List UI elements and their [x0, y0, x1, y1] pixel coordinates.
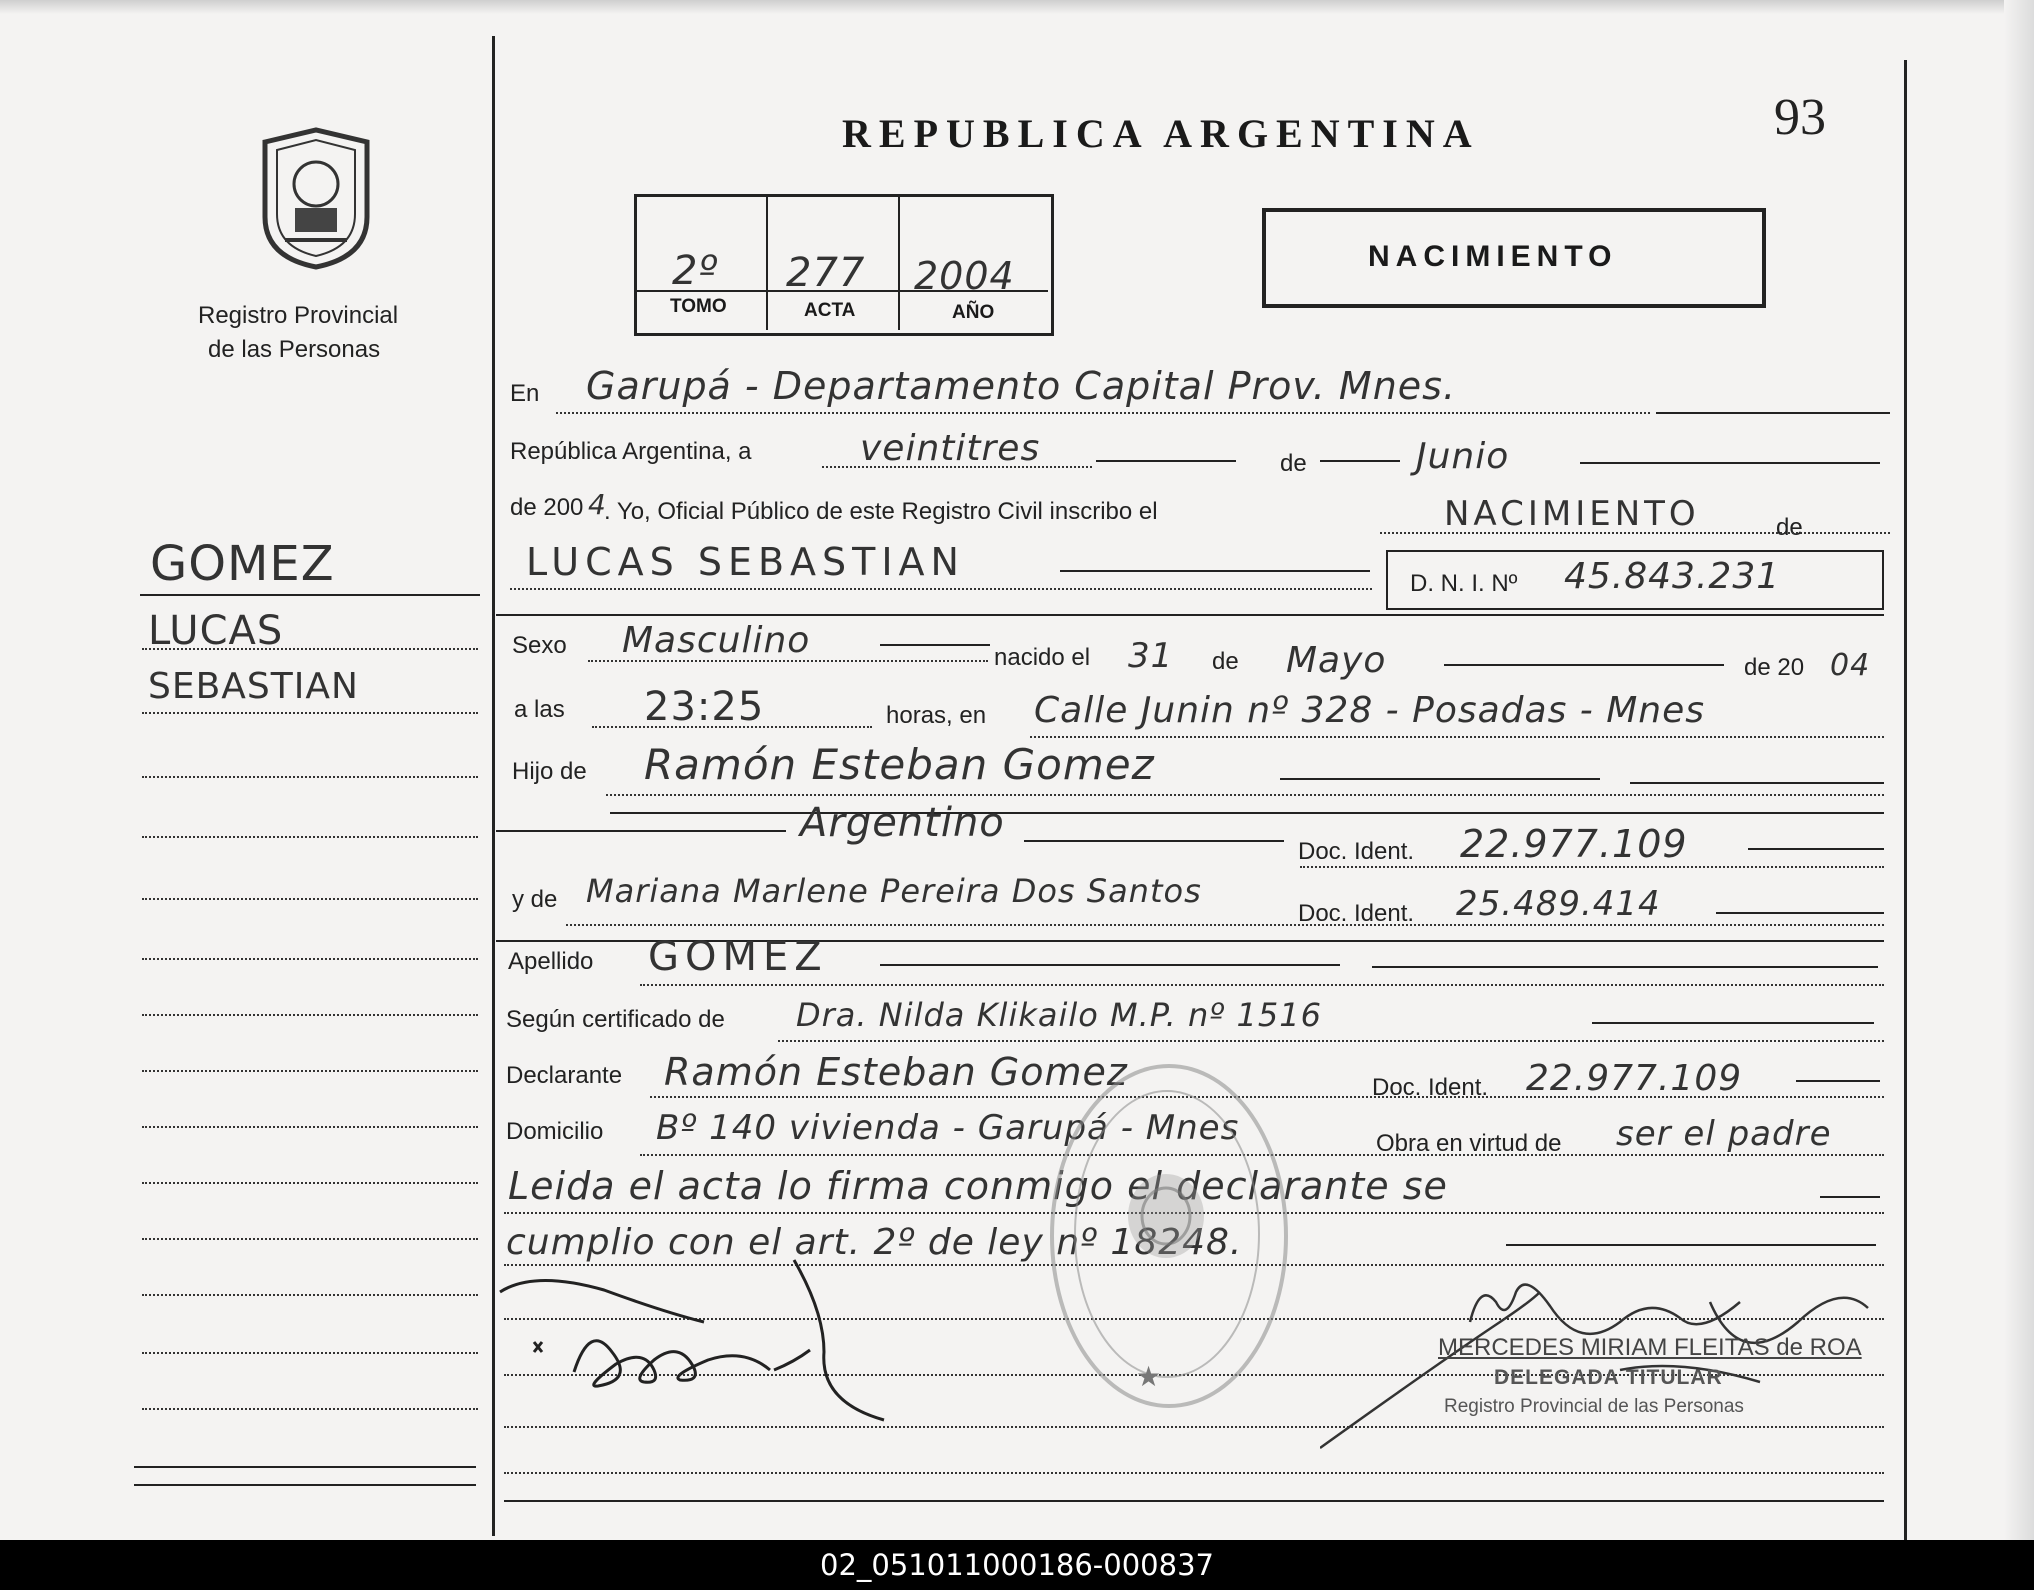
tomo-label: TOMO [670, 296, 727, 317]
padre-value: Ramón Esteban Gomez [644, 740, 1155, 789]
record-type: NACIMIENTO [1368, 240, 1618, 273]
ano-label: AÑO [952, 302, 995, 323]
margin-given2: SEBASTIAN [148, 666, 359, 707]
certificado-line [778, 1040, 1884, 1042]
padre-line [606, 794, 1884, 796]
en-dash [1656, 412, 1890, 414]
margin-line [142, 1126, 478, 1128]
nombre-line [510, 588, 1372, 590]
margin-line [142, 898, 478, 900]
nota-dash-2 [1506, 1244, 1876, 1246]
madre-line [566, 924, 1884, 926]
padre-nac: Argentino [800, 800, 1005, 846]
hijo-label: Hijo de [512, 758, 587, 785]
official-org: Registro Provincial de las Personas [1444, 1396, 1744, 1417]
margin-line [142, 1182, 478, 1184]
domicilio-value: Bº 140 vivienda - Garupá - Mnes [656, 1108, 1240, 1148]
section-rule [496, 614, 1884, 616]
certificado-label: Según certificado de [506, 1006, 725, 1033]
mes-value: Junio [1416, 436, 1510, 477]
tomo-value: 2º [672, 248, 719, 294]
nombre-dash [1060, 570, 1370, 572]
doc-ident-label-2: Doc. Ident. [1298, 900, 1415, 927]
nacido-label: nacido el [994, 644, 1091, 671]
margin-line [142, 958, 478, 960]
republica-label: República Argentina, a [510, 438, 752, 465]
nota-dash-1 [1820, 1196, 1880, 1198]
margin-line [142, 1352, 478, 1354]
declarante-doc-dash [1796, 1080, 1880, 1082]
nacido-dia: 31 [1128, 636, 1174, 676]
madre-doc: 25.489.414 [1456, 884, 1661, 924]
padre-dash [1280, 778, 1600, 780]
record-divider-2 [898, 196, 900, 330]
horas-en-label: horas, en [886, 702, 987, 729]
lugar-line [1030, 736, 1884, 738]
margin-line [142, 1014, 478, 1016]
dni-value: 45.843.231 [1564, 556, 1781, 597]
declarante-value: Ramón Esteban Gomez [664, 1050, 1128, 1094]
acta-label: ACTA [804, 300, 856, 321]
margin-bottom-rule-2 [134, 1484, 476, 1486]
madre-value: Mariana Marlene Pereira Dos Santos [586, 872, 1202, 910]
margin-line [142, 648, 478, 650]
de-label: de [1280, 450, 1307, 477]
page-top-shadow [0, 0, 2034, 14]
margin-bottom-rule [134, 1466, 476, 1468]
padre-doc-line [1300, 866, 1884, 868]
inscribo-value: NACIMIENTO [1444, 494, 1700, 534]
misiones-seal-icon [245, 122, 387, 272]
nombre-value: LUCAS SEBASTIAN [526, 540, 965, 584]
document-title: REPUBLICA ARGENTINA [842, 111, 1480, 156]
oficial-text: . Yo, Oficial Público de este Registro Civil inscribo el [604, 498, 1158, 525]
certificado-dash [1592, 1022, 1874, 1024]
anio-prefix: de 200 [510, 494, 584, 521]
sexo-label: Sexo [512, 632, 567, 659]
margin-surname-rule [140, 594, 480, 596]
sexo-value: Masculino [622, 620, 811, 661]
scan-footer-id: 02_051011000186-000837 [0, 1540, 2034, 1590]
domicilio-label: Domicilio [506, 1118, 604, 1145]
obra-value: ser el padre [1616, 1114, 1832, 1154]
hora-value: 23:25 [644, 684, 765, 730]
apellido-dash [880, 964, 1340, 966]
hora-line [592, 726, 872, 728]
dia-line [822, 466, 1092, 468]
official-name: MERCEDES MIRIAM FLEITAS de ROA [1438, 1334, 1862, 1361]
nac-dash-right [1024, 840, 1284, 842]
margin-line [142, 1238, 478, 1240]
apellido-line [640, 984, 1884, 986]
en-value: Garupá - Departamento Capital Prov. Mnes. [586, 364, 1457, 408]
registry-line2: de las Personas [208, 336, 381, 363]
nota-line-1: Leida el acta lo firma conmigo el declarante se [508, 1164, 1448, 1208]
sexo-line [588, 660, 988, 662]
margin-line [142, 836, 478, 838]
yde-label: y de [512, 886, 558, 913]
nacido-anio-prefix: de 20 [1744, 654, 1805, 681]
declarant-signature [494, 1252, 904, 1422]
declarante-doc: 22.977.109 [1526, 1058, 1743, 1099]
blank-line [504, 1472, 1884, 1474]
right-border-rule [1904, 60, 1907, 1540]
nacido-anio-suffix: 04 [1830, 648, 1871, 683]
doc-ident-label-1: Doc. Ident. [1298, 838, 1415, 865]
margin-line [142, 776, 478, 778]
page-number: 93 [1774, 89, 1826, 146]
padre-doc: 22.977.109 [1460, 822, 1688, 866]
padre-dash-2 [1630, 782, 1884, 784]
margin-line [142, 1070, 478, 1072]
certificado-value: Dra. Nilda Klikailo M.P. nº 1516 [796, 996, 1322, 1034]
margin-given1: LUCAS [148, 608, 284, 654]
de-label-2: de [1776, 514, 1803, 541]
record-divider-1 [766, 196, 768, 330]
en-line [556, 412, 1650, 414]
apellido-value: GOMEZ [648, 934, 828, 980]
sexo-dash [880, 644, 990, 646]
bottom-rule [504, 1500, 1884, 1502]
apellido-label: Apellido [508, 948, 594, 975]
nota-line-2: cumplio con el art. 2º de ley nº 18248. [506, 1222, 1243, 1263]
dni-label: D. N. I. Nº [1410, 570, 1518, 597]
dia-dash [1096, 460, 1236, 462]
nac-dash-left [496, 830, 786, 832]
acta-value: 277 [786, 250, 866, 296]
nacido-de: de [1212, 648, 1239, 675]
obra-label: Obra en virtud de [1376, 1130, 1562, 1157]
dia-value: veintitres [860, 428, 1041, 469]
margin-line [142, 1294, 478, 1296]
declarante-line [650, 1096, 1884, 1098]
padre-doc-dash [1748, 848, 1884, 850]
margin-surname: GOMEZ [150, 536, 335, 592]
mes-dash-left [1320, 460, 1400, 462]
mes-dash [1580, 462, 1880, 464]
nacido-dash [1444, 664, 1724, 666]
stamp-star-icon: ★ [1136, 1361, 1162, 1392]
ano-value: 2004 [914, 254, 1015, 298]
madre-doc-dash [1716, 912, 1884, 914]
en-label: En [510, 380, 540, 407]
nacido-mes: Mayo [1286, 640, 1387, 681]
page-right-shadow [2004, 0, 2034, 1540]
anio-suffix: 4 [588, 488, 607, 521]
margin-line [142, 1408, 478, 1410]
margin-line [142, 712, 478, 714]
lugar-value: Calle Junin nº 328 - Posadas - Mnes [1034, 690, 1705, 731]
registry-line1: Registro Provincial [198, 302, 399, 329]
declarante-label: Declarante [506, 1062, 623, 1089]
doc-ident-label-3: Doc. Ident. [1372, 1074, 1489, 1101]
apellido-dash-2 [1372, 966, 1878, 968]
alas-label: a las [514, 696, 565, 723]
official-role: DELEGADA TITULAR [1494, 1366, 1723, 1389]
inscribo-line [1380, 532, 1890, 534]
round-stamp-emblem-icon [1120, 1168, 1212, 1264]
